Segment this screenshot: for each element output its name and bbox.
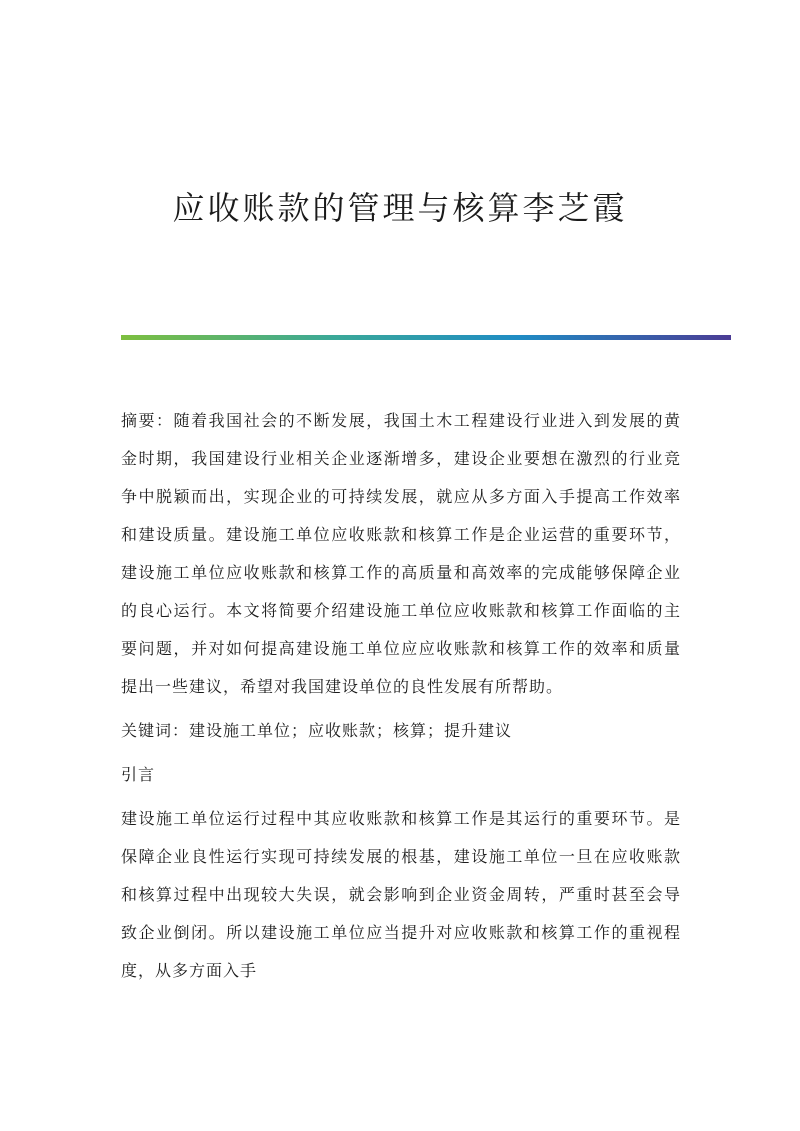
keywords-line: 关键词：建设施工单位；应收账款；核算；提升建议 xyxy=(121,721,513,740)
abstract-paragraph: 摘要：随着我国社会的不断发展，我国土木工程建设行业进入到发展的黄金时期，我国建设行业相关企业逐渐增多，建设企业要想在激烈的行业竞争中脱颖而出，实现企业的可持续发展，就应从多方面入手提高工作效率和建设质量。建设施工单位应收账款和核算工作是企业运营的重要环节，建设施工单位应收账款和核算工作的高质量和高效率的完成能够保障企业的良心运行。本文将简要介绍建设施工单位应收账款和核算工作面临的主要问题，并对如何提高建设施工单位应应收账款和核算工作的效率和质量提出一些建议，希望对我国建设单位的良性发展有所帮助。 xyxy=(121,411,681,696)
document-body xyxy=(121,402,681,996)
intro-heading: 引言 xyxy=(121,765,156,784)
intro-paragraph: 建设施工单位运行过程中其应收账款和核算工作是其运行的重要环节。是保障企业良性运行实现可持续发展的根基，建设施工单位一旦在应收账款和核算过程中出现较大失误，就会影响到企业资金周转，严重时甚至会导致企业倒闭。所以建设施工单位应当提升对应收账款和核算工作的重视程度，从多方面入手 xyxy=(121,809,681,980)
title-divider xyxy=(121,335,731,340)
document-title: 应收账款的管理与核算李芝霞 xyxy=(172,189,628,227)
